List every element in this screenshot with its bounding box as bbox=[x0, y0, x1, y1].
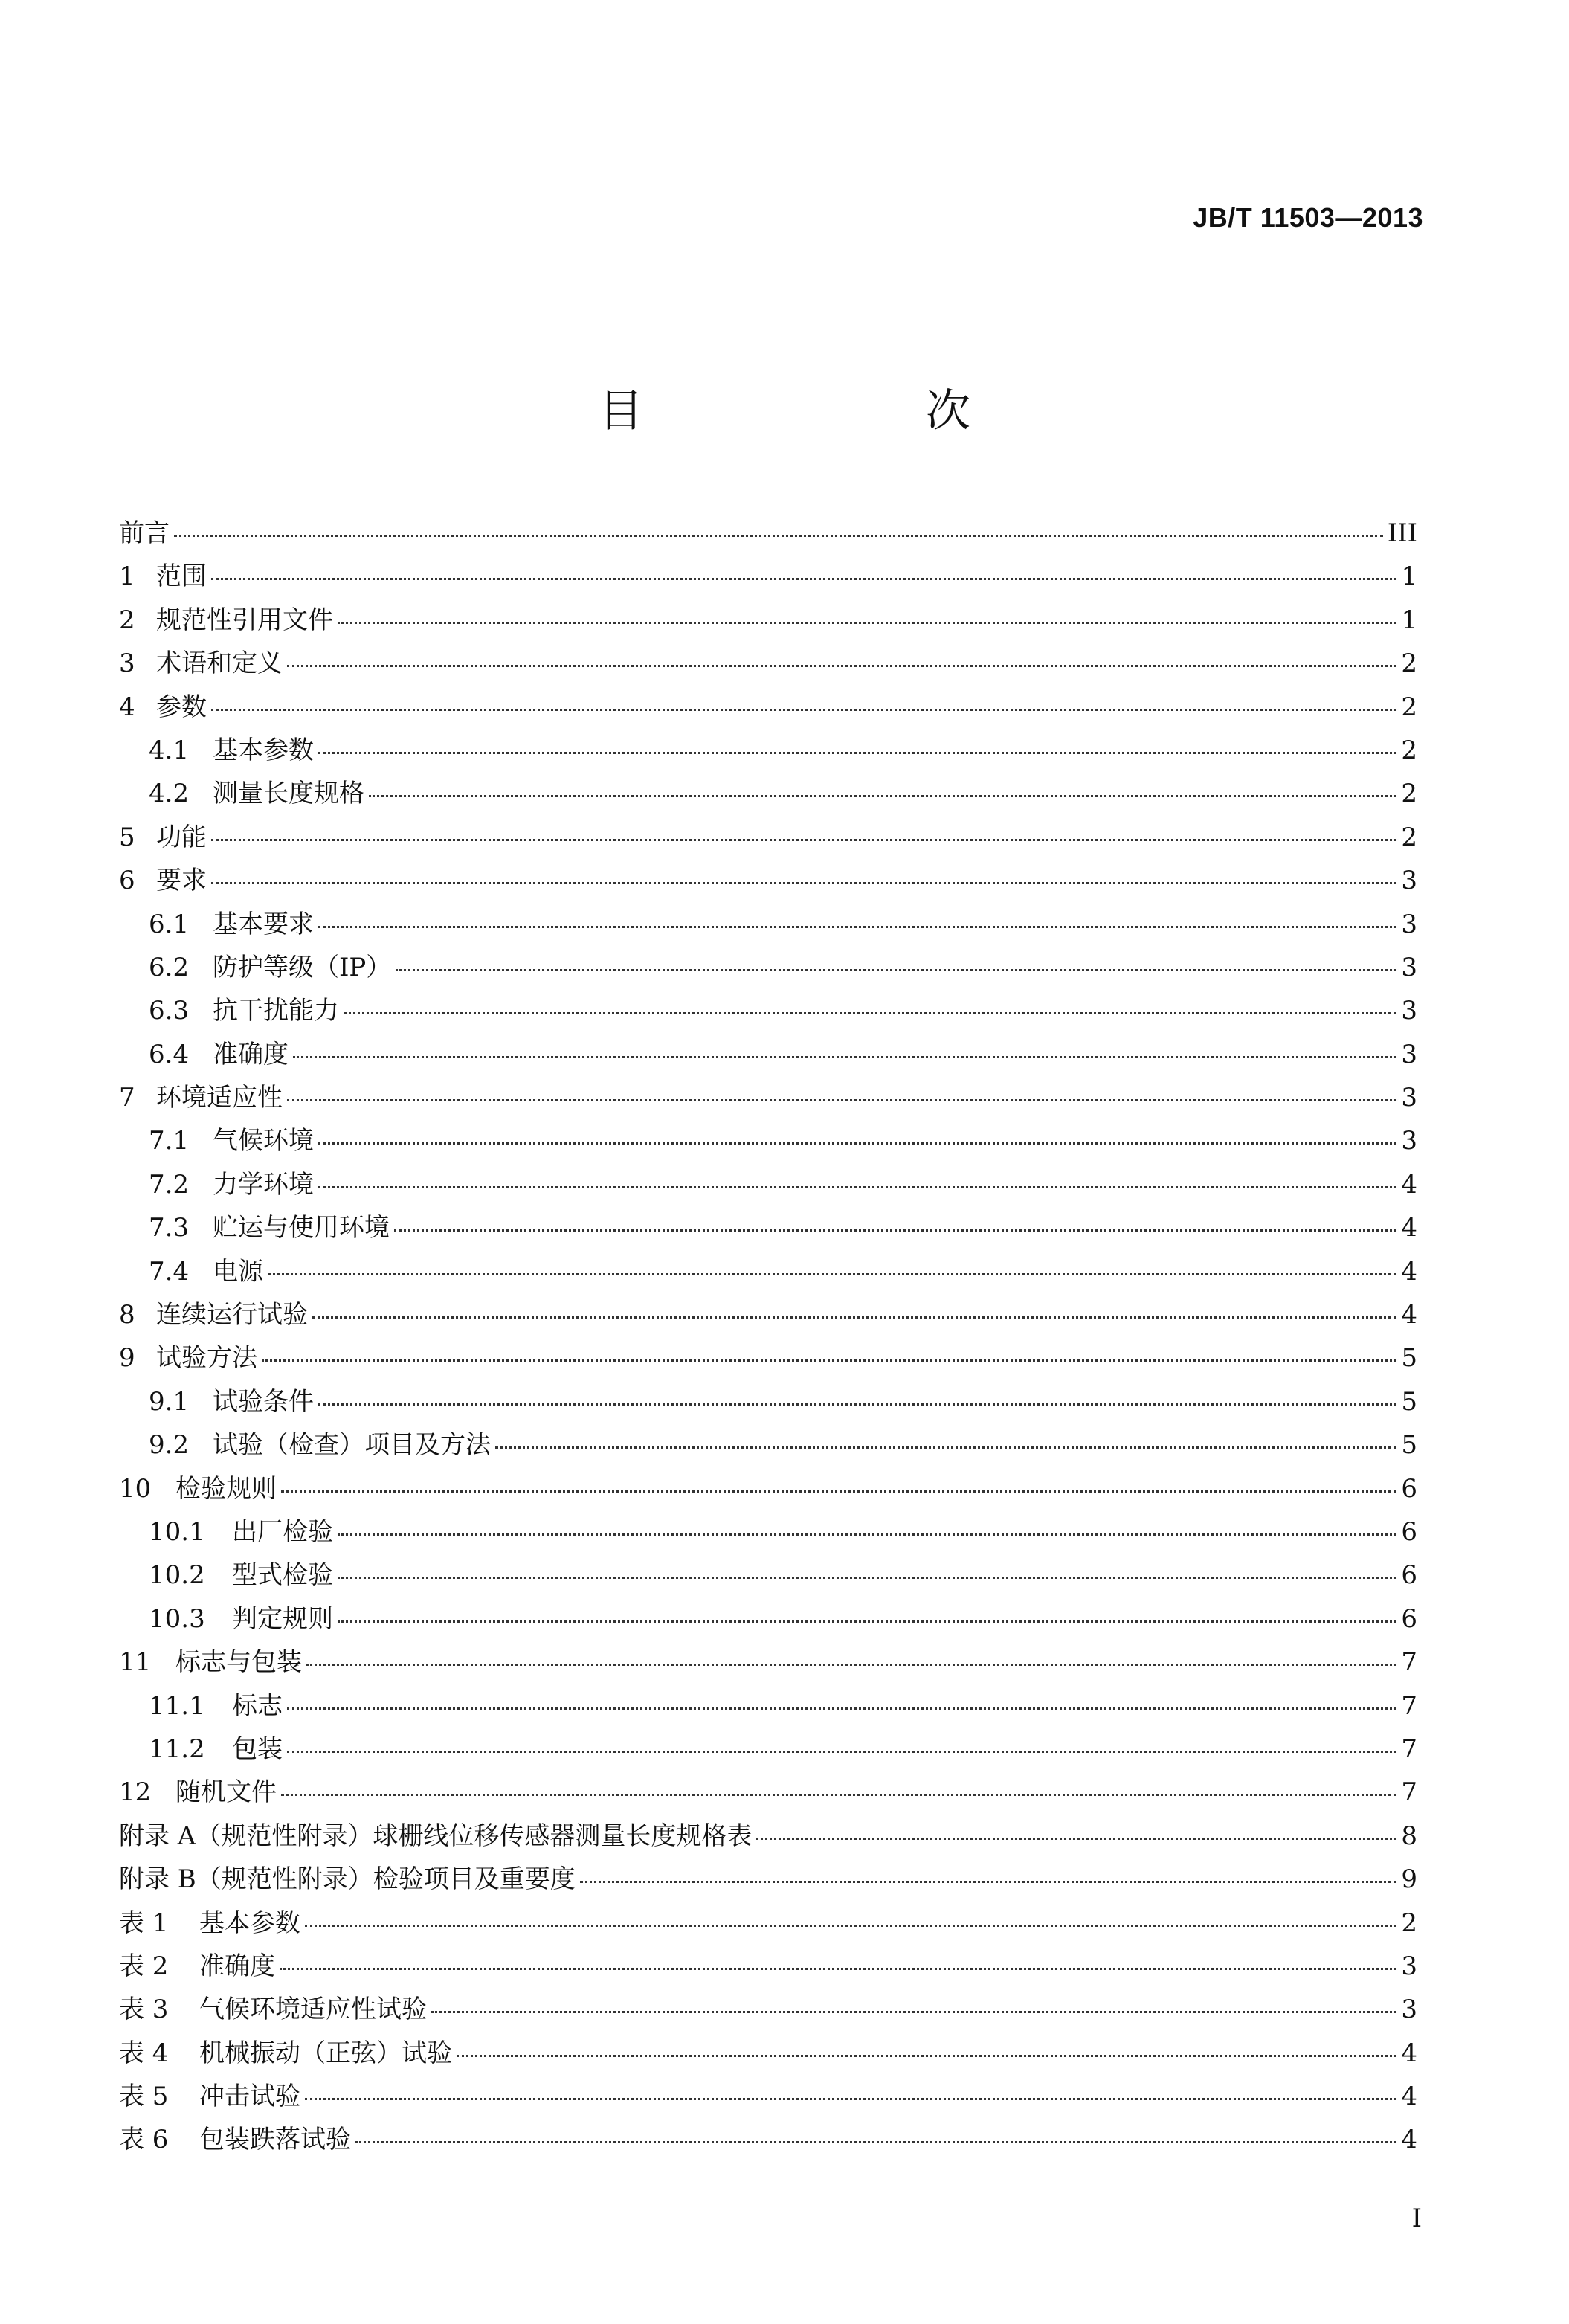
dot-leader bbox=[305, 1923, 1396, 1927]
toc-entry-page: 8 bbox=[1401, 1821, 1417, 1851]
dot-leader bbox=[211, 576, 1396, 580]
toc-entry-number: 7.2 bbox=[149, 1169, 190, 1200]
toc-entry-number: 表 4 bbox=[119, 2038, 169, 2068]
toc-entry[interactable] bbox=[119, 903, 1417, 946]
toc-entry-number: 附录 A bbox=[119, 1821, 196, 1851]
toc-entry-page: 5 bbox=[1401, 1430, 1417, 1461]
toc-entry-title: 基本要求 bbox=[213, 909, 314, 939]
toc-entry[interactable] bbox=[119, 1684, 1417, 1728]
toc-entry-page: 7 bbox=[1401, 1690, 1417, 1721]
dot-leader bbox=[287, 663, 1396, 667]
toc-entry[interactable] bbox=[119, 1641, 1417, 1684]
dot-leader bbox=[318, 1402, 1396, 1406]
dot-leader bbox=[305, 2096, 1396, 2100]
dot-leader bbox=[344, 1011, 1396, 1014]
toc-entry-title: 防护等级（IP） bbox=[213, 952, 392, 982]
toc-entry-title: 标志 bbox=[232, 1690, 283, 1721]
toc-entry-number: 9.2 bbox=[149, 1430, 190, 1461]
toc-entry-number: 附录 B bbox=[119, 1864, 196, 1895]
toc-entry-page: 4 bbox=[1401, 2038, 1417, 2068]
toc-entry-title: 试验方法 bbox=[156, 1343, 257, 1374]
dot-leader bbox=[431, 2009, 1396, 2013]
toc-entry[interactable] bbox=[119, 512, 1417, 555]
toc-entry-page: 4 bbox=[1401, 1213, 1417, 1243]
toc-entry-number: 4.1 bbox=[149, 735, 190, 765]
dot-leader bbox=[338, 1532, 1396, 1536]
toc-entry-title: 环境适应性 bbox=[156, 1083, 283, 1113]
toc-entry-title: 包装跌落试验 bbox=[199, 2125, 351, 2155]
toc-entry-page: 6 bbox=[1401, 1516, 1417, 1547]
toc-entry-page: 3 bbox=[1401, 1039, 1417, 1069]
dot-leader bbox=[312, 1315, 1396, 1319]
toc-entry[interactable] bbox=[119, 1119, 1417, 1162]
standard-code: JB/T 11503—2013 bbox=[1193, 202, 1423, 233]
toc-entry-page: III bbox=[1387, 518, 1417, 548]
toc-entry-number: 10.3 bbox=[149, 1603, 205, 1634]
toc-entry[interactable] bbox=[119, 729, 1417, 772]
toc-entry-title: 冲击试验 bbox=[199, 2082, 300, 2112]
toc-entry-page: 2 bbox=[1401, 822, 1417, 852]
toc-entry[interactable] bbox=[119, 1380, 1417, 1423]
dot-leader bbox=[280, 1966, 1396, 1970]
toc-entry-title: 试验条件 bbox=[213, 1386, 314, 1417]
toc-entry-number: 6.1 bbox=[149, 909, 190, 939]
toc-entry-title: 连续运行试验 bbox=[156, 1300, 308, 1330]
toc-entry-number: 11.2 bbox=[149, 1734, 205, 1764]
toc-entry[interactable] bbox=[119, 1902, 1417, 1945]
toc-entry-page: 4 bbox=[1401, 1169, 1417, 1200]
toc-entry-page: 2 bbox=[1401, 1908, 1417, 1938]
toc-entry[interactable] bbox=[119, 1423, 1417, 1467]
toc-entry[interactable] bbox=[119, 686, 1417, 729]
toc-entry[interactable] bbox=[119, 1336, 1417, 1380]
toc-entry-title: 检验规则 bbox=[175, 1473, 277, 1504]
toc-entry-title: 出厂检验 bbox=[232, 1516, 333, 1547]
toc-entry-number: 表 2 bbox=[119, 1951, 169, 1981]
toc-entry-page: 3 bbox=[1401, 1951, 1417, 1981]
toc-entry-title: 基本参数 bbox=[199, 1908, 300, 1938]
toc-entry-title: 范围 bbox=[156, 561, 207, 592]
toc-entry-title: 基本参数 bbox=[213, 735, 314, 765]
page-number: I bbox=[1411, 2204, 1422, 2233]
toc-entry-page: 6 bbox=[1401, 1473, 1417, 1504]
dot-leader bbox=[318, 1185, 1396, 1188]
toc-entry[interactable] bbox=[119, 599, 1417, 642]
toc-entry-title: 标志与包装 bbox=[175, 1647, 302, 1678]
dot-leader bbox=[281, 1489, 1396, 1493]
toc-entry-number: 10 bbox=[119, 1473, 152, 1504]
toc-entry[interactable] bbox=[119, 989, 1417, 1032]
toc-entry[interactable] bbox=[119, 1293, 1417, 1336]
toc-entry-number: 6.4 bbox=[149, 1039, 190, 1069]
toc-entry-title: 前言 bbox=[119, 518, 170, 548]
toc-entry-title: 准确度 bbox=[199, 1951, 275, 1981]
toc-entry-page: 4 bbox=[1401, 1300, 1417, 1330]
toc-entry[interactable] bbox=[119, 816, 1417, 859]
toc-entry-page: 3 bbox=[1401, 1995, 1417, 2025]
toc-entry-number: 2 bbox=[119, 605, 135, 635]
dot-leader bbox=[211, 707, 1396, 711]
toc-entry[interactable] bbox=[119, 1076, 1417, 1119]
dot-leader bbox=[268, 1272, 1396, 1275]
toc-entry[interactable] bbox=[119, 946, 1417, 989]
toc-entry-title: 气候环境 bbox=[213, 1126, 314, 1156]
toc-entry-number: 4.2 bbox=[149, 779, 190, 809]
toc-entry-title: （规范性附录）球栅线位移传感器测量长度规格表 bbox=[196, 1821, 753, 1851]
dot-leader bbox=[318, 750, 1396, 754]
toc-entry-title: 参数 bbox=[156, 692, 207, 722]
toc-entry-number: 8 bbox=[119, 1300, 135, 1330]
toc-entry-number: 表 6 bbox=[119, 2125, 169, 2155]
toc-entry-title: 测量长度规格 bbox=[213, 779, 364, 809]
toc-entry-title: 试验（检查）项目及方法 bbox=[213, 1430, 491, 1461]
dot-leader bbox=[287, 1706, 1396, 1710]
toc-entry-page: 5 bbox=[1401, 1343, 1417, 1374]
toc-entry-page: 3 bbox=[1401, 1083, 1417, 1113]
toc-entry-title: 型式检验 bbox=[232, 1560, 333, 1591]
toc-entry-title: （规范性附录）检验项目及重要度 bbox=[196, 1864, 576, 1895]
toc-entry[interactable] bbox=[119, 859, 1417, 902]
toc-entry[interactable] bbox=[119, 2032, 1417, 2075]
toc-entry-page: 7 bbox=[1401, 1777, 1417, 1808]
dot-leader bbox=[495, 1445, 1396, 1449]
toc-entry-page: 3 bbox=[1401, 866, 1417, 896]
toc-entry-title: 判定规则 bbox=[232, 1603, 333, 1634]
dot-leader bbox=[287, 1749, 1396, 1753]
dot-leader bbox=[580, 1879, 1396, 1883]
toc-entry-number: 7.4 bbox=[149, 1256, 190, 1287]
toc-entry-number: 7.3 bbox=[149, 1213, 190, 1243]
toc-entry[interactable] bbox=[119, 1163, 1417, 1206]
toc-entry-page: 3 bbox=[1401, 909, 1417, 939]
toc-entry-title: 术语和定义 bbox=[156, 648, 283, 679]
toc-entry-page: 4 bbox=[1401, 2082, 1417, 2112]
toc-entry-number: 4 bbox=[119, 692, 135, 722]
toc-entry[interactable] bbox=[119, 1206, 1417, 1249]
toc-entry-page: 4 bbox=[1401, 1256, 1417, 1287]
toc-entry-number: 7 bbox=[119, 1083, 135, 1113]
toc-entry[interactable] bbox=[119, 1771, 1417, 1814]
toc-entry-number: 11.1 bbox=[149, 1690, 205, 1721]
toc-entry[interactable] bbox=[119, 1815, 1417, 1858]
dot-leader bbox=[281, 1792, 1396, 1796]
dot-leader bbox=[394, 1228, 1396, 1232]
toc-entry-number: 10.2 bbox=[149, 1560, 205, 1591]
toc-entry-page: 2 bbox=[1401, 648, 1417, 679]
toc-entry[interactable] bbox=[119, 1510, 1417, 1554]
toc-entry[interactable] bbox=[119, 1988, 1417, 2031]
toc-entry-number: 5 bbox=[119, 822, 135, 852]
toc-entry[interactable] bbox=[119, 1728, 1417, 1771]
toc-entry[interactable] bbox=[119, 1033, 1417, 1076]
toc-entry-number: 6.3 bbox=[149, 996, 190, 1026]
dot-leader bbox=[211, 881, 1396, 884]
toc-entry-title: 电源 bbox=[213, 1256, 263, 1287]
toc-entry-number: 1 bbox=[119, 561, 135, 592]
toc-entry-title: 气候环境适应性试验 bbox=[199, 1995, 427, 2025]
toc-entry-page: 9 bbox=[1401, 1864, 1417, 1895]
toc-entry[interactable] bbox=[119, 2118, 1417, 2161]
toc-entry-page: 3 bbox=[1401, 1126, 1417, 1156]
toc-entry-number: 7.1 bbox=[149, 1126, 190, 1156]
dot-leader bbox=[306, 1662, 1396, 1666]
dot-leader bbox=[457, 2053, 1396, 2057]
toc-entry-page: 3 bbox=[1401, 952, 1417, 982]
dot-leader bbox=[338, 1619, 1396, 1623]
dot-leader bbox=[338, 1575, 1396, 1579]
table-of-contents bbox=[119, 512, 1417, 2162]
toc-entry[interactable] bbox=[119, 555, 1417, 598]
toc-entry-page: 7 bbox=[1401, 1647, 1417, 1678]
toc-entry[interactable] bbox=[119, 642, 1417, 685]
toc-entry-page: 2 bbox=[1401, 779, 1417, 809]
toc-entry-title: 抗干扰能力 bbox=[213, 996, 339, 1026]
dot-leader bbox=[756, 1836, 1396, 1840]
dot-leader bbox=[262, 1358, 1396, 1362]
toc-entry-number: 6 bbox=[119, 866, 135, 896]
toc-entry-number: 9.1 bbox=[149, 1386, 190, 1417]
dot-leader bbox=[369, 794, 1396, 797]
toc-entry-page: 2 bbox=[1401, 735, 1417, 765]
toc-entry-number: 10.1 bbox=[149, 1516, 205, 1547]
toc-entry-title: 功能 bbox=[156, 822, 207, 852]
toc-entry[interactable] bbox=[119, 1554, 1417, 1597]
toc-entry-page: 1 bbox=[1401, 605, 1417, 635]
toc-entry[interactable] bbox=[119, 1945, 1417, 1988]
page-title: 目 次 bbox=[599, 385, 1089, 437]
toc-entry-title: 规范性引用文件 bbox=[156, 605, 333, 635]
toc-entry-page: 6 bbox=[1401, 1603, 1417, 1634]
dot-leader bbox=[287, 1098, 1396, 1101]
dot-leader bbox=[211, 837, 1396, 841]
toc-entry-page: 2 bbox=[1401, 692, 1417, 722]
toc-entry-page: 7 bbox=[1401, 1734, 1417, 1764]
toc-entry-number: 表 1 bbox=[119, 1908, 169, 1938]
toc-entry-page: 3 bbox=[1401, 996, 1417, 1026]
toc-entry-title: 机械振动（正弦）试验 bbox=[199, 2038, 452, 2068]
toc-entry-number: 11 bbox=[119, 1647, 152, 1678]
toc-entry-number: 表 3 bbox=[119, 1995, 169, 2025]
toc-entry[interactable] bbox=[119, 1597, 1417, 1641]
toc-entry-title: 包装 bbox=[232, 1734, 283, 1764]
toc-entry-number: 9 bbox=[119, 1343, 135, 1374]
toc-entry-title: 准确度 bbox=[213, 1039, 289, 1069]
toc-entry[interactable] bbox=[119, 1467, 1417, 1510]
toc-entry[interactable] bbox=[119, 772, 1417, 815]
dot-leader bbox=[174, 533, 1383, 537]
dot-leader bbox=[318, 924, 1396, 928]
toc-entry[interactable] bbox=[119, 1250, 1417, 1293]
toc-entry-page: 6 bbox=[1401, 1560, 1417, 1591]
dot-leader bbox=[338, 620, 1396, 624]
dot-leader bbox=[396, 968, 1396, 971]
toc-entry-number: 表 5 bbox=[119, 2082, 169, 2112]
toc-entry-page: 1 bbox=[1401, 561, 1417, 592]
toc-entry-title: 力学环境 bbox=[213, 1169, 314, 1200]
toc-entry-number: 3 bbox=[119, 648, 135, 679]
toc-entry-title: 要求 bbox=[156, 866, 207, 896]
dot-leader bbox=[293, 1055, 1396, 1058]
toc-entry-number: 6.2 bbox=[149, 952, 190, 982]
toc-entry[interactable] bbox=[119, 1858, 1417, 1901]
toc-entry-title: 随机文件 bbox=[175, 1777, 277, 1808]
toc-entry-title: 贮运与使用环境 bbox=[213, 1213, 390, 1243]
toc-entry-page: 4 bbox=[1401, 2125, 1417, 2155]
toc-entry-page: 5 bbox=[1401, 1386, 1417, 1417]
toc-entry[interactable] bbox=[119, 2075, 1417, 2118]
dot-leader bbox=[355, 2140, 1396, 2143]
dot-leader bbox=[318, 1141, 1396, 1145]
toc-entry-number: 12 bbox=[119, 1777, 152, 1808]
